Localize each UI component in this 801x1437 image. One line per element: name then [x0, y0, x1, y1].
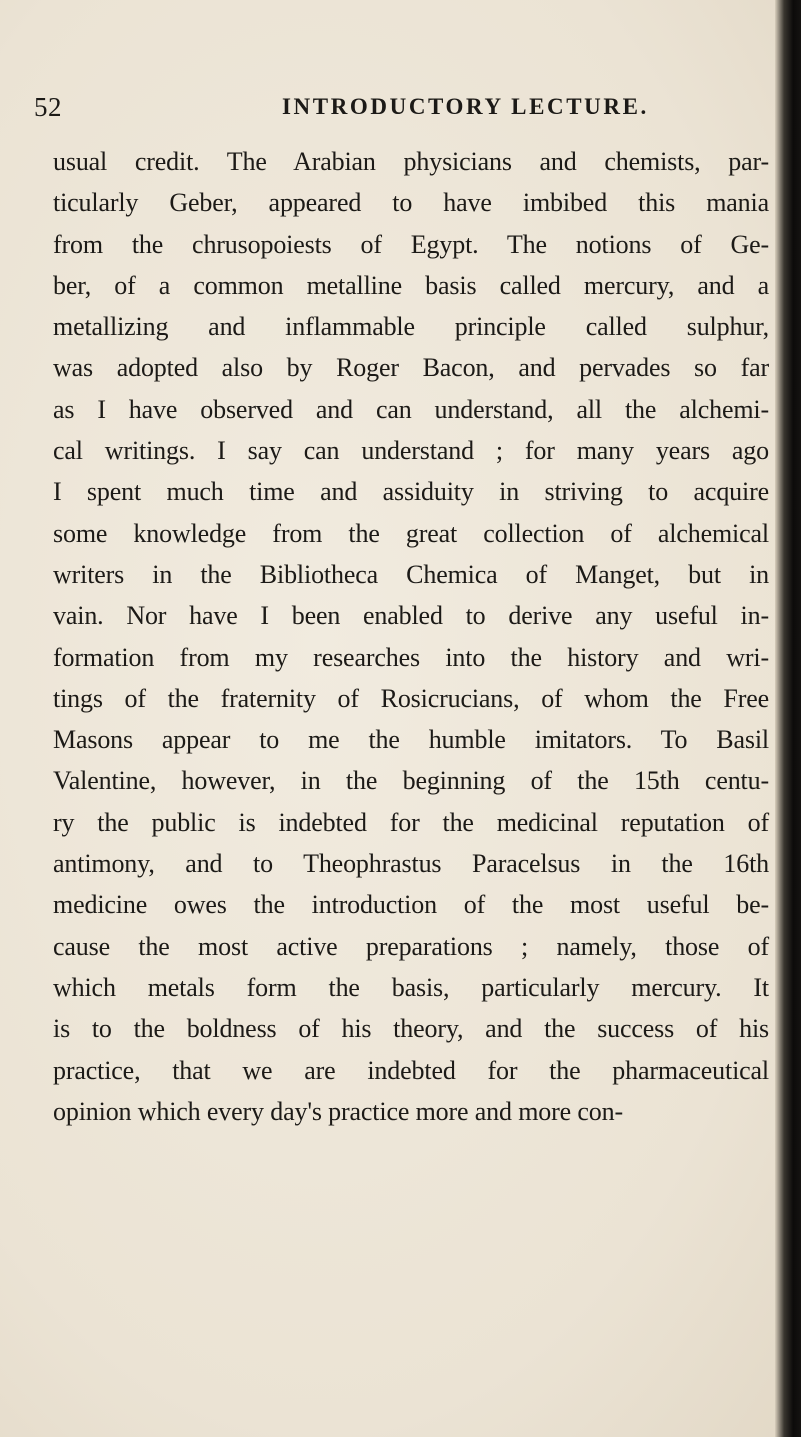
text-line: usual credit. The Arabian physicians and chemists, par-: [53, 147, 769, 176]
text-line: practice, that we are indebted for the pharmaceutical: [53, 1055, 769, 1085]
text-line: opinion which every day's practice more and more con-: [53, 1096, 623, 1126]
text-line: Valentine, however, in the beginning of the 15th centu-: [53, 766, 769, 796]
text-line: is to the boldness of his theory, and the success of his: [53, 1014, 769, 1044]
text-line: ry the public is indebted for the medicinal reputation of: [53, 807, 769, 837]
page-header: [34, 89, 754, 125]
running-title: INTRODUCTORY LECTURE.: [282, 94, 649, 119]
text-line: ber, of a common metalline basis called mercury, and a: [53, 270, 769, 300]
text-line: which metals form the basis, particularly mercury. It: [53, 972, 769, 1002]
text-line: from the chrusopoiests of Egypt. The notions of Ge-: [53, 229, 769, 259]
text-line: formation from my researches into the history and wri-: [53, 642, 769, 672]
text-line: medicine owes the introduction of the most useful be-: [53, 890, 769, 920]
text-line: cal writings. I say can understand ; for many years ago: [53, 436, 769, 466]
text-line: ticularly Geber, appeared to have imbibed this mania: [53, 188, 769, 218]
text-line: writers in the Bibliotheca Chemica of Manget, but in: [53, 559, 769, 589]
text-line: cause the most active preparations ; namely, those of: [53, 931, 769, 961]
page-binding-edge: [775, 0, 801, 1437]
text-line: I spent much time and assiduity in striving to acquire: [53, 477, 769, 507]
text-line: was adopted also by Roger Bacon, and pervades so far: [53, 353, 769, 383]
text-line: tings of the fraternity of Rosicrucians, of whom the Free: [53, 683, 769, 713]
text-line: some knowledge from the great collection of alchemical: [53, 518, 769, 548]
text-line: metallizing and inflammable principle called sulphur,: [53, 312, 769, 342]
text-line: vain. Nor have I been enabled to derive any useful in-: [53, 601, 769, 631]
text-line: as I have observed and can understand, all the alchemi-: [53, 394, 769, 424]
page-number: 52: [34, 92, 62, 122]
text-line: antimony, and to Theophrastus Paracelsus in the 16th: [53, 849, 769, 879]
text-line: Masons appear to me the humble imitators. To Basil: [53, 725, 769, 755]
body-text: [53, 141, 769, 1132]
